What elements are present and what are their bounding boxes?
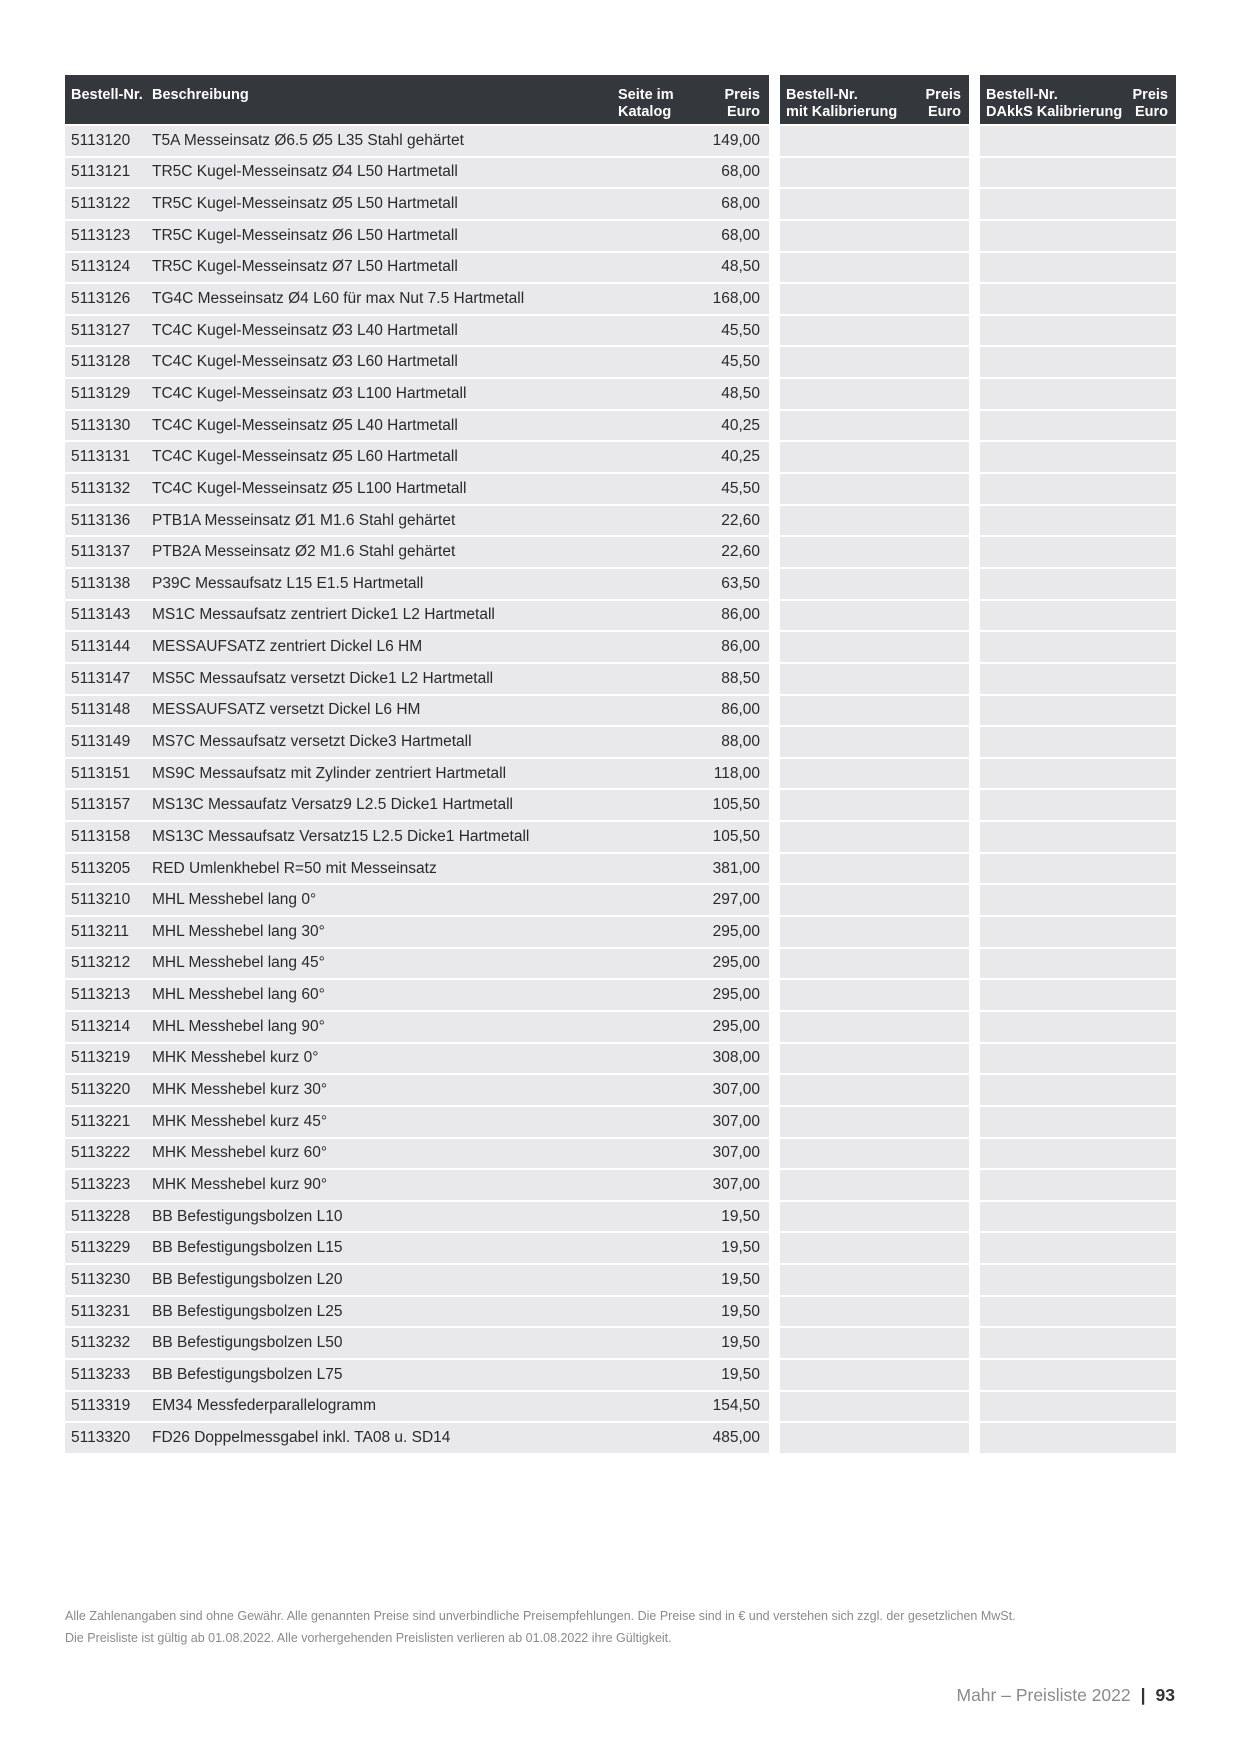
order-number: 5113130 [71,416,131,434]
calibration-table-body [780,126,969,1455]
order-number: 5113129 [71,384,131,402]
calibration-row [780,1297,969,1329]
calibration-table-header [780,75,969,124]
header-price-line2: Euro [726,103,760,120]
order-number: 5113147 [71,669,131,687]
calibration-row [780,1328,969,1360]
table-row [65,1044,769,1076]
description: TC4C Kugel-Messeinsatz Ø5 L60 Hartmetall [152,448,458,466]
dakks-row [980,1265,1176,1297]
order-number: 5113210 [71,891,131,909]
order-number: 5113231 [71,1302,131,1320]
description: RED Umlenkhebel R=50 mit Messeinsatz [152,859,437,877]
footer-title: Mahr – Preisliste 2022 [956,1685,1131,1705]
header-order-no: Bestell-Nr. [71,87,143,103]
dakks-row [980,1297,1176,1329]
dakks-row [980,980,1176,1012]
order-number: 5113221 [71,1112,131,1130]
calibration-row [780,379,969,411]
table-row [65,1075,769,1107]
price: 307,00 [712,1112,760,1130]
dakks-row [980,1075,1176,1107]
table-row [65,1392,769,1424]
table-row [65,601,769,633]
calibration-row [780,1233,969,1265]
price: 308,00 [712,1049,760,1067]
dakks-row [980,1328,1176,1360]
description: MHK Messhebel kurz 30° [152,1081,328,1099]
description: BB Befestigungsbolzen L50 [152,1334,343,1352]
calibration-row [780,601,969,633]
calibration-table [780,75,969,1455]
calibration-row [780,727,969,759]
dakks-row [980,316,1176,348]
dakks-row [980,1423,1176,1455]
description: MHL Messhebel lang 30° [152,922,325,940]
table-row [65,1233,769,1265]
price: 485,00 [712,1429,760,1447]
dakks-row [980,158,1176,190]
footnote-line1: Alle Zahlenangaben sind ohne Gewähr. Alle genannten Preise sind unverbindliche Preisempfehlungen. Die Preise sind in € und verstehen sich zzgl. der gesetzlichen MwSt. [65,1609,1016,1623]
dakks-row [980,917,1176,949]
order-number: 5113230 [71,1270,131,1288]
calibration-header-order-no [780,87,923,124]
table-row [65,189,769,221]
description: MS9C Messaufsatz mit Zylinder zentriert Hartmetall [152,764,507,782]
dakks-row [980,822,1176,854]
price: 154,50 [712,1397,760,1415]
calibration-row [780,474,969,506]
table-row [65,569,769,601]
calibration-row [780,790,969,822]
dakks-row [980,1202,1176,1234]
dakks-row [980,1044,1176,1076]
calibration-row [780,1170,969,1202]
description: PTB2A Messeinsatz Ø2 M1.6 Stahl gehärtet [152,543,456,561]
dakks-row [980,1139,1176,1171]
header-description: Beschreibung [152,87,249,103]
order-number: 5113144 [71,638,131,656]
order-number: 5113122 [71,195,131,213]
description: BB Befestigungsbolzen L10 [152,1207,343,1225]
table-row [65,917,769,949]
price: 307,00 [712,1081,760,1099]
table-row [65,537,769,569]
description: PTB1A Messeinsatz Ø1 M1.6 Stahl gehärtet [152,511,456,529]
price: 307,00 [712,1144,760,1162]
description: BB Befestigungsbolzen L25 [152,1302,343,1320]
table-row [65,347,769,379]
dakks-row [980,854,1176,886]
table-row [65,1265,769,1297]
page-number: 93 [1155,1685,1175,1705]
description: TC4C Kugel-Messeinsatz Ø5 L100 Hartmetall [152,479,467,497]
price: 297,00 [712,891,760,909]
calibration-row [780,253,969,285]
order-number: 5113136 [71,511,131,529]
calibration-row [780,1044,969,1076]
dakks-table-body [980,126,1176,1455]
footer-separator: | [1140,1685,1146,1705]
dakks-row [980,189,1176,221]
price: 68,00 [721,163,760,181]
order-number: 5113131 [71,448,131,466]
calibration-row [780,189,969,221]
order-number: 5113126 [71,290,131,308]
dakks-row [980,537,1176,569]
dakks-row [980,253,1176,285]
order-number: 5113222 [71,1144,131,1162]
dakks-row [980,221,1176,253]
table-row [65,506,769,538]
price-table-body [65,126,769,1455]
price: 68,00 [721,195,760,213]
calibration-row [780,1360,969,1392]
dakks-row [980,1170,1176,1202]
dakks-row [980,411,1176,443]
calibration-row [780,316,969,348]
calibration-row [780,442,969,474]
description: MHL Messhebel lang 90° [152,1017,325,1035]
calibration-row [780,1423,969,1455]
description: MHK Messhebel kurz 60° [152,1144,328,1162]
price: 19,50 [721,1239,760,1257]
calibration-row [780,949,969,981]
price: 381,00 [712,859,760,877]
order-number: 5113320 [71,1429,131,1447]
price-table-header [65,75,769,124]
table-row [65,854,769,886]
calibration-row [780,885,969,917]
dakks-row [980,696,1176,728]
dakks-header-price [1130,87,1176,124]
order-number: 5113123 [71,226,131,244]
price: 295,00 [712,986,760,1004]
price: 86,00 [721,638,760,656]
dakks-row [980,347,1176,379]
calibration-header-price-line1: Preis [925,87,961,103]
dakks-row [980,506,1176,538]
tables-area [65,75,1176,1455]
price: 19,50 [721,1207,760,1225]
table-row [65,1012,769,1044]
header-catalog-page [618,87,693,124]
calibration-row [780,569,969,601]
description: MHL Messhebel lang 0° [152,891,317,909]
table-row [65,158,769,190]
description: MHL Messhebel lang 60° [152,986,325,1004]
table-row [65,822,769,854]
calibration-row [780,284,969,316]
dakks-table-header [980,75,1176,124]
description: TR5C Kugel-Messeinsatz Ø4 L50 Hartmetall [152,163,458,181]
table-row [65,221,769,253]
dakks-table [980,75,1176,1455]
description: BB Befestigungsbolzen L75 [152,1365,343,1383]
order-number: 5113149 [71,732,131,750]
price: 19,50 [721,1334,760,1352]
calibration-row [780,1139,969,1171]
calibration-row [780,347,969,379]
table-row [65,1423,769,1455]
price: 40,25 [721,416,760,434]
order-number: 5113137 [71,543,131,561]
calibration-row [780,1012,969,1044]
price: 88,00 [721,732,760,750]
description: FD26 Doppelmessgabel inkl. TA08 u. SD14 [152,1429,451,1447]
description: MS1C Messaufsatz zentriert Dicke1 L2 Hartmetall [152,606,495,624]
order-number: 5113157 [71,796,131,814]
price: 68,00 [721,226,760,244]
description: MS13C Messaufsatz Versatz15 L2.5 Dicke1 Hartmetall [152,827,530,845]
order-number: 5113220 [71,1081,131,1099]
price: 40,25 [721,448,760,466]
order-number: 5113228 [71,1207,131,1225]
dakks-row [980,1392,1176,1424]
dakks-row [980,284,1176,316]
calibration-row [780,221,969,253]
order-number: 5113158 [71,827,131,845]
price: 22,60 [721,543,760,561]
description: MHL Messhebel lang 45° [152,954,325,972]
description: MS7C Messaufsatz versetzt Dicke3 Hartmetall [152,732,472,750]
price: 86,00 [721,701,760,719]
description: TG4C Messeinsatz Ø4 L60 für max Nut 7.5 Hartmetall [152,290,525,308]
description: TC4C Kugel-Messeinsatz Ø3 L60 Hartmetall [152,353,458,371]
calibration-row [780,158,969,190]
table-row [65,759,769,791]
order-number: 5113229 [71,1239,131,1257]
description: P39C Messaufsatz L15 E1.5 Hartmetall [152,574,424,592]
calibration-row [780,1265,969,1297]
price: 19,50 [721,1270,760,1288]
order-number: 5113205 [71,859,131,877]
dakks-row [980,569,1176,601]
description: T5A Messeinsatz Ø6.5 Ø5 L35 Stahl gehärtet [152,131,464,149]
dakks-row [980,379,1176,411]
calibration-row [780,696,969,728]
dakks-row [980,664,1176,696]
dakks-row [980,126,1176,158]
dakks-header-price-line1: Preis [1132,87,1168,103]
price: 105,50 [712,796,760,814]
calibration-header-price-line2: Euro [927,103,961,120]
price: 45,50 [721,321,760,339]
price: 88,50 [721,669,760,687]
table-row [65,379,769,411]
table-row [65,1202,769,1234]
description: MHK Messhebel kurz 45° [152,1112,328,1130]
table-row [65,727,769,759]
table-row [65,949,769,981]
calibration-row [780,917,969,949]
calibration-row [780,980,969,1012]
calibration-row [780,1392,969,1424]
order-number: 5113223 [71,1175,131,1193]
dakks-row [980,885,1176,917]
table-row [65,126,769,158]
table-row [65,474,769,506]
calibration-row [780,411,969,443]
order-number: 5113128 [71,353,131,371]
header-catalog-page-line1: Seite im [618,87,674,103]
price: 295,00 [712,954,760,972]
table-row [65,1360,769,1392]
calibration-row [780,1202,969,1234]
dakks-row [980,1012,1176,1044]
price: 307,00 [712,1175,760,1193]
order-number: 5113121 [71,163,131,181]
footnote-line2: Die Preisliste ist gültig ab 01.08.2022. Alle vorhergehenden Preislisten verlieren ab 01.08.2022 ihre Gültigkeit. [65,1631,672,1645]
table-row [65,664,769,696]
price: 45,50 [721,353,760,371]
calibration-header-order-no-line1: Bestell-Nr. [786,87,858,103]
header-catalog-page-line2: Katalog [618,103,672,120]
dakks-row [980,1233,1176,1265]
order-number: 5113319 [71,1397,131,1415]
table-row [65,1139,769,1171]
order-number: 5113211 [71,922,130,940]
dakks-row [980,601,1176,633]
calibration-row [780,1075,969,1107]
calibration-header-price [923,87,969,124]
order-number: 5113148 [71,701,131,719]
price: 22,60 [721,511,760,529]
calibration-row [780,632,969,664]
calibration-row [780,854,969,886]
table-row [65,442,769,474]
dakks-row [980,632,1176,664]
dakks-row [980,1360,1176,1392]
calibration-row [780,664,969,696]
table-row [65,632,769,664]
description: MESSAUFSATZ versetzt Dickel L6 HM [152,701,421,719]
price: 45,50 [721,479,760,497]
price: 19,50 [721,1365,760,1383]
description: TC4C Kugel-Messeinsatz Ø3 L40 Hartmetall [152,321,458,339]
calibration-row [780,126,969,158]
price: 105,50 [712,827,760,845]
order-number: 5113127 [71,321,131,339]
description: TR5C Kugel-Messeinsatz Ø6 L50 Hartmetall [152,226,458,244]
calibration-row [780,537,969,569]
calibration-row [780,506,969,538]
price: 19,50 [721,1302,760,1320]
description: TR5C Kugel-Messeinsatz Ø7 L50 Hartmetall [152,258,458,276]
calibration-row [780,1107,969,1139]
table-row [65,790,769,822]
table-row [65,696,769,728]
table-row [65,1328,769,1360]
price: 86,00 [721,606,760,624]
table-row [65,1107,769,1139]
order-number: 5113120 [71,131,131,149]
price-table [65,75,769,1455]
price: 149,00 [712,131,760,149]
description: MHK Messhebel kurz 90° [152,1175,328,1193]
price: 48,50 [721,384,760,402]
price: 295,00 [712,922,760,940]
price: 63,50 [721,574,760,592]
description: EM34 Messfederparallelogramm [152,1397,376,1415]
order-number: 5113233 [71,1365,131,1383]
description: MS5C Messaufsatz versetzt Dicke1 L2 Hartmetall [152,669,494,687]
description: MS13C Messaufatz Versatz9 L2.5 Dicke1 Hartmetall [152,796,513,814]
table-row [65,284,769,316]
dakks-row [980,727,1176,759]
table-row [65,316,769,348]
order-number: 5113232 [71,1334,131,1352]
description: BB Befestigungsbolzen L20 [152,1270,343,1288]
dakks-header-price-line2: Euro [1134,103,1168,120]
price: 48,50 [721,258,760,276]
order-number: 5113143 [71,606,131,624]
description: TC4C Kugel-Messeinsatz Ø5 L40 Hartmetall [152,416,458,434]
table-row [65,253,769,285]
price: 168,00 [712,290,760,308]
dakks-header-order-no-line2: DAkkS Kalibrierung [986,103,1123,120]
dakks-row [980,1107,1176,1139]
order-number: 5113151 [71,764,131,782]
dakks-row [980,949,1176,981]
footnote [65,1605,1016,1649]
price: 295,00 [712,1017,760,1035]
order-number: 5113124 [71,258,131,276]
header-price-line1: Preis [724,87,760,103]
table-row [65,885,769,917]
table-row [65,1297,769,1329]
order-number: 5113212 [71,954,131,972]
dakks-row [980,442,1176,474]
header-price [693,87,769,124]
calibration-row [780,822,969,854]
page-footer [957,1685,1176,1706]
description: MHK Messhebel kurz 0° [152,1049,319,1067]
description: TR5C Kugel-Messeinsatz Ø5 L50 Hartmetall [152,195,458,213]
order-number: 5113219 [71,1049,131,1067]
order-number: 5113138 [71,574,131,592]
order-number: 5113213 [71,986,131,1004]
dakks-row [980,759,1176,791]
order-number: 5113132 [71,479,131,497]
table-row [65,980,769,1012]
calibration-row [780,759,969,791]
description: BB Befestigungsbolzen L15 [152,1239,343,1257]
description: MESSAUFSATZ zentriert Dickel L6 HM [152,638,423,656]
description: TC4C Kugel-Messeinsatz Ø3 L100 Hartmetall [152,384,467,402]
order-number: 5113214 [71,1017,131,1035]
dakks-row [980,474,1176,506]
calibration-header-order-no-line2: mit Kalibrierung [786,103,898,120]
table-row [65,1170,769,1202]
price: 118,00 [713,764,760,782]
dakks-row [980,790,1176,822]
dakks-header-order-no [980,87,1130,124]
dakks-header-order-no-line1: Bestell-Nr. [986,87,1058,103]
table-row [65,411,769,443]
